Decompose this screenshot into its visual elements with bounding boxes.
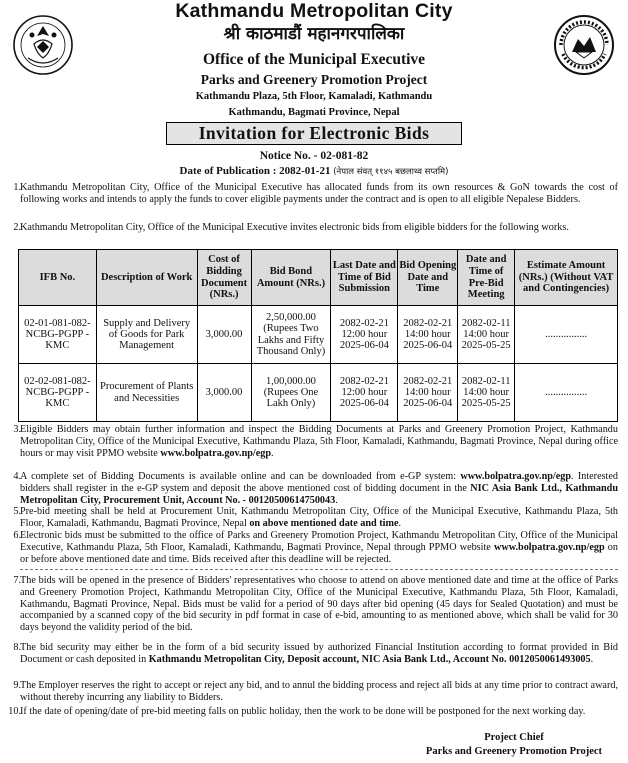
- opening-cell: [398, 306, 458, 364]
- item-number: 8.: [13, 642, 21, 653]
- bid-bond-amount: 1,00,000.00: [266, 375, 316, 387]
- opening-date: 2082-02-21: [403, 317, 453, 329]
- paragraph-end: .: [590, 653, 594, 665]
- item-number: 3.: [13, 424, 21, 435]
- paragraph-9: The Employer reserves the right to accept or reject any bid, and to annul the bidding process and reject all bids at any time prior to contract award, without thereby incurring any liability to Bidders.: [20, 680, 618, 703]
- bank-account-details: NIC Asia Bank Ltd., Kathmandu Metropolitan City, Procurement Unit, Account No. - 00120500614750043: [20, 482, 618, 506]
- project-name: Parks and Greenery Promotion Project: [200, 72, 428, 87]
- table-header-row: [19, 250, 618, 306]
- prebid-cell: [458, 306, 515, 364]
- bid-bond-cell: [251, 364, 331, 422]
- paragraph-4: [20, 471, 618, 506]
- office-name: Office of the Municipal Executive: [202, 51, 426, 68]
- document-cost: 3,000.00: [197, 364, 251, 422]
- submission-time: 12:00 hour: [341, 386, 388, 398]
- publication-date-nepali: (नेपाल संवत् ११४५ बछलाथ्व सप्तमि): [333, 167, 449, 177]
- item-number: 10.: [8, 706, 21, 717]
- paragraph-text: on or before above mentioned date and time. Bids received after this deadline will be rejected.: [20, 541, 618, 565]
- bid-bond-cell: [251, 306, 331, 364]
- paragraph-text: Eligible Bidders may obtain further information and inspect the Bidding Documents at Parks and Greenery Promotion Project, Kathmandu Metropolitan City, Office of the Municipal Executive, Kathmandu Plaza, 5th Floor, Kamaladi, Kathmandu, Bagmati Province, Nepal during office hours or may visit PPMO website: [20, 424, 618, 459]
- prebid-date-ad: 2025-05-25: [461, 398, 511, 410]
- submission-date: 2082-02-21: [339, 317, 389, 329]
- paragraph-text: Electronic bids must be submitted to the office of Parks and Greenery Promotion Project, Kathmandu Metropolitan City, Office of the Municipal Executive, Kathmandu Plaza, 5th Floor, Kamaladi, Kathmandu, Bagmati Province, Nepal through PPMO website: [20, 530, 618, 553]
- column-header: IFB No.: [19, 250, 97, 306]
- ifb-number: 02-02-081-082-NCBG-PGPP -KMC: [19, 364, 97, 422]
- submission-date: 2082-02-21: [339, 375, 389, 387]
- paragraph-text: Pre-bid meeting shall be held at Procurement Unit, Kathmandu Metropolitan City, Office of the Municipal Executive, Kathmandu Plaza, 5th Floor, Kamaladi, Kathmandu, Bagmati Province, Nepal: [20, 506, 618, 529]
- signatory-office: Parks and Greenery Promotion Project: [425, 746, 603, 757]
- item-number: 6.: [13, 530, 21, 541]
- opening-date: 2082-02-21: [403, 375, 453, 387]
- notice-number: Notice No. - 02-081-82: [259, 150, 369, 162]
- prebid-cell: [458, 364, 515, 422]
- paragraph-7: The bids will be opened in the presence of Bidders' representatives who choose to attend on above mentioned date and time at the office of Parks and Greenery Promotion Project, Kathmandu Metropolitan City, Office of the Municipal Executive, Kathmandu Plaza, 5th Floor, Kamaladi, Kathmandu, Bagmati Province, Nepal. Bids must be valid for a period of 90 days after bid opening (45 days for Sealed Quotation) and must be accompanied by a scanned copy of the bid security in pdf format in case of e-bid, amounting to as mentioned above, which shall be valid for 30 days beyond the validity period of the bid.: [20, 575, 618, 634]
- submission-cell: [331, 364, 398, 422]
- deposit-account-details: Kathmandu Metropolitan City, Deposit account, NIC Asia Bank Ltd., Account No. 0012050061493005: [148, 653, 591, 665]
- column-header: Last Date and Time of Bid Submission: [331, 250, 398, 306]
- paragraph-6: [20, 530, 618, 565]
- item-number: 7.: [13, 575, 21, 586]
- submission-cell: [331, 306, 398, 364]
- opening-time: 14:00 hour: [404, 328, 451, 340]
- paragraph-5: [20, 506, 618, 530]
- bid-bond-words: (Rupees One Lakh Only): [263, 386, 319, 410]
- table-row: [19, 364, 618, 422]
- paragraph-text: . Interested bidders shall register in the e-GP system and deposit the above mentioned cost of bidding document in the: [20, 471, 619, 494]
- column-header: Bid Bond Amount (NRs.): [251, 250, 331, 306]
- column-header: Description of Work: [96, 250, 197, 306]
- column-header: Bid Opening Date and Time: [398, 250, 458, 306]
- paragraph-2: Kathmandu Metropolitan City, Office of the Municipal Executive invites electronic bids from eligible bidders for the following works.: [20, 222, 569, 233]
- table-row: [19, 306, 618, 364]
- prebid-date: 2082-02-11: [461, 317, 511, 329]
- ppmo-website-link[interactable]: www.bolpatra.gov.np/egp: [493, 541, 605, 553]
- prebid-time: 14:00 hour: [463, 386, 510, 398]
- opening-date-ad: 2025-06-04: [403, 398, 453, 410]
- signatory-title: Project Chief: [484, 732, 544, 743]
- work-description: Supply and Delivery of Goods for Park Management: [96, 306, 197, 364]
- column-header: Cost of Bidding Document (NRs.): [197, 250, 251, 306]
- ppmo-website-link[interactable]: www.bolpatra.gov.np/egp: [160, 447, 272, 459]
- paragraph-8: [20, 642, 618, 666]
- bids-table: [18, 249, 618, 422]
- prebid-time: 14:00 hour: [463, 328, 510, 340]
- paragraph-end: .: [398, 517, 402, 529]
- prebid-date: 2082-02-11: [461, 375, 511, 387]
- opening-date-ad: 2025-06-04: [403, 340, 453, 352]
- address-line-1: Kathmandu Plaza, 5th Floor, Kamaladi, Kathmandu: [195, 91, 433, 102]
- opening-cell: [398, 364, 458, 422]
- submission-date-ad: 2025-06-04: [339, 398, 389, 410]
- egp-website-link[interactable]: www.bolpatra.gov.np/egp: [460, 471, 572, 482]
- column-header: Date and Time of Pre-Bid Meeting: [458, 250, 515, 306]
- notice-header: [0, 0, 628, 150]
- paragraph-text: The bid security may either be in the form of a bid security issued by authorized Financial Institution according to format provided in Bid Document or cash deposited in: [20, 642, 618, 665]
- submission-date-ad: 2025-06-04: [339, 340, 389, 352]
- document-cost: 3,000.00: [197, 306, 251, 364]
- bid-bond-amount: 2,50,000.00: [266, 311, 316, 323]
- address-line-2: Kathmandu, Bagmati Province, Nepal: [228, 107, 400, 118]
- prebid-date-ad: 2025-05-25: [461, 340, 511, 352]
- paragraph-text: A complete set of Bidding Documents is available online and can be downloaded from e-GP system:: [20, 471, 461, 482]
- item-number: 5.: [13, 506, 21, 517]
- paragraph-10: If the date of opening/date of pre-bid meeting falls on public holiday, then the work to be done will be postponed for the next working day.: [20, 706, 586, 717]
- city-title: Kathmandu Metropolitan City: [175, 0, 453, 22]
- opening-time: 14:00 hour: [404, 386, 451, 398]
- section-divider: [20, 569, 618, 573]
- ifb-number: 02-01-081-082-NCBG-PGPP -KMC: [19, 306, 97, 364]
- publication-date-value: Date of Publication : 2082-01-21: [179, 165, 331, 177]
- estimate-amount: ................: [515, 364, 618, 422]
- estimate-amount: ................: [515, 306, 618, 364]
- item-number: 2.: [13, 222, 21, 233]
- item-number: 1.: [13, 182, 21, 193]
- work-description: Procurement of Plants and Necessities: [96, 364, 197, 422]
- publication-date: [60, 165, 568, 178]
- nepali-title: श्री काठमाडौं महानगरपालिका: [223, 24, 405, 44]
- item-number: 4.: [13, 471, 21, 482]
- item-number: 9.: [13, 680, 21, 691]
- submission-time: 12:00 hour: [341, 328, 388, 340]
- paragraph-3: [20, 424, 618, 459]
- invitation-banner: Invitation for Electronic Bids: [166, 122, 462, 145]
- column-header: Estimate Amount (NRs.) (Without VAT and Contingencies): [515, 250, 618, 306]
- paragraph-end: .: [335, 494, 338, 506]
- bid-bond-words: (Rupees Two Lakhs and Fifty Thousand Only): [256, 323, 326, 357]
- paragraph-end: .: [271, 447, 274, 459]
- meeting-time-note: on above mentioned date and time: [249, 517, 399, 529]
- paragraph-1: Kathmandu Metropolitan City, Office of the Municipal Executive has allocated funds from its own resources & GoN towards the cost of following works and intends to apply the funds to cover eligible payments under the contract and is open to all eligible Nepalese Bidders.: [20, 182, 618, 205]
